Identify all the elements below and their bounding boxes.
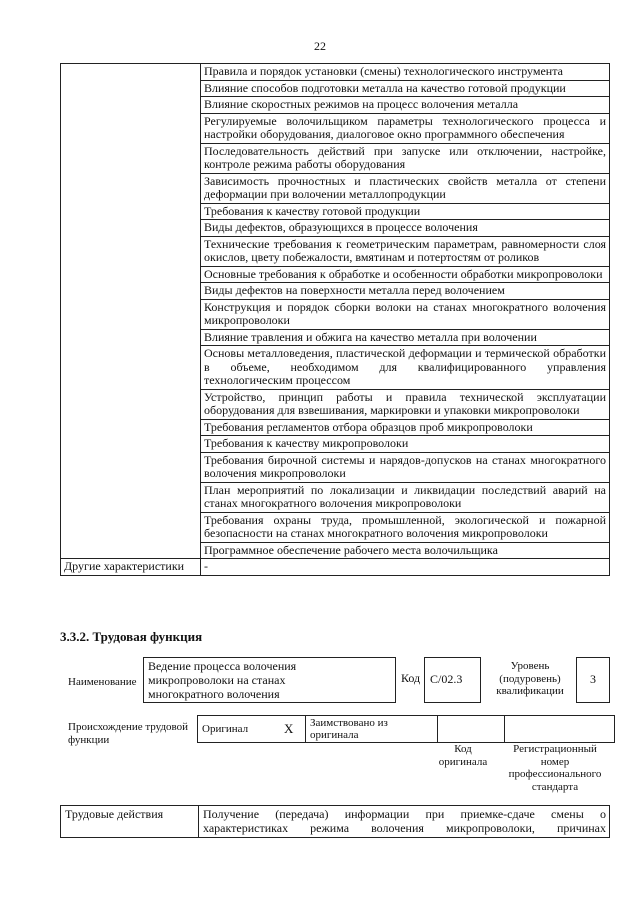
knowledge-label-cell (61, 64, 201, 559)
page-number: 22 (314, 39, 326, 53)
knowledge-item: Технические требования к геометрическим параметрам, равномерности слоя окислов, цвету побежалости, вмятинам и потертостям от роликов (201, 236, 610, 266)
knowledge-row (61, 64, 610, 81)
code-caption: Код оригинала (438, 743, 488, 768)
knowledge-item: Требования охраны труда, промышленной, экологической и пожарной безопасности на станах многократного волочения микропроволоки (201, 512, 610, 542)
knowledge-item: Основы металловедения, пластической деформации и термической обработки в объеме, необходимом для квалифицированного управления технологическим процессом (201, 346, 610, 390)
actions-table (60, 805, 610, 838)
origin-table (197, 715, 615, 743)
code-label: Код (401, 671, 421, 685)
knowledge-item: Конструкция и порядок сборки волоки на станах многократного волочения микропроволоки (201, 299, 610, 329)
name-value: Ведение процесса волочения микропроволоки на станах многократного волочения (148, 659, 297, 701)
knowledge-item: План мероприятий по локализации и ликвидации последствий аварий на станах многократного волочения микропроволоки (201, 482, 610, 512)
other-characteristics-label: Другие характеристики (61, 559, 201, 576)
name-box (143, 657, 396, 703)
knowledge-item: Регулируемые волочильщиком параметры технологического процесса и настройки оборудования, диалоговое окно программного обеспечения (201, 113, 610, 143)
knowledge-item: Правила и порядок установки (смены) технологического инструмента (201, 64, 610, 81)
knowledge-item: Виды дефектов, образующихся в процессе волочения (201, 220, 610, 237)
knowledge-item: Требования бирочной системы и нарядов-допусков на станах многократного волочения микропроволоки (201, 452, 610, 482)
registration-number-cell (505, 716, 615, 743)
actions-item: Получение (передача) информации при приемке-сдаче смены о характеристиках режима волочения микропроволоки, причинах (199, 806, 610, 838)
original-mark: X (280, 716, 306, 743)
knowledge-item: Требования к качеству готовой продукции (201, 203, 610, 220)
knowledge-item: Влияние способов подготовки металла на качество готовой продукции (201, 80, 610, 97)
registration-caption: Регистрационный номер профессионального стандарта (508, 743, 602, 793)
knowledge-item: Требования регламентов отбора образцов проб микропроволоки (201, 419, 610, 436)
origin-label: Происхождение трудовой функции (68, 721, 189, 746)
knowledge-item: Программное обеспечение рабочего места волочильщика (201, 542, 610, 559)
knowledge-table (60, 63, 610, 576)
level-box (576, 657, 610, 703)
knowledge-item: Зависимость прочностных и пластических свойств металла от степени деформации при волочении металлопродукции (201, 173, 610, 203)
other-characteristics-value: - (201, 559, 610, 576)
original-code-cell (438, 716, 505, 743)
knowledge-item: Влияние травления и обжига на качество металла при волочении (201, 329, 610, 346)
code-box (424, 657, 481, 703)
knowledge-item: Последовательность действий при запуске или отключении, настройке, контроле режима работы оборудования (201, 143, 610, 173)
borrowed-label: Заимствовано из оригинала (306, 716, 438, 743)
level-label: Уровень (подуровень) квалификации (496, 660, 564, 697)
knowledge-item: Устройство, принцип работы и правила технической эксплуатации оборудования для взвешивания, маркировки и упаковки микропроволоки (201, 389, 610, 419)
knowledge-item: Основные требования к обработке и особенности обработки микропроволоки (201, 266, 610, 283)
knowledge-item: Виды дефектов на поверхности металла перед волочением (201, 283, 610, 300)
code-value: C/02.3 (430, 672, 463, 686)
section-title: 3.3.2. Трудовая функция (60, 629, 203, 644)
name-label: Наименование (68, 676, 137, 688)
original-label: Оригинал (198, 716, 281, 743)
other-characteristics-row (61, 559, 610, 576)
level-value: 3 (590, 672, 596, 686)
actions-label: Трудовые действия (61, 806, 199, 838)
knowledge-item: Требования к качеству микропроволоки (201, 436, 610, 453)
knowledge-item: Влияние скоростных режимов на процесс волочения металла (201, 97, 610, 114)
